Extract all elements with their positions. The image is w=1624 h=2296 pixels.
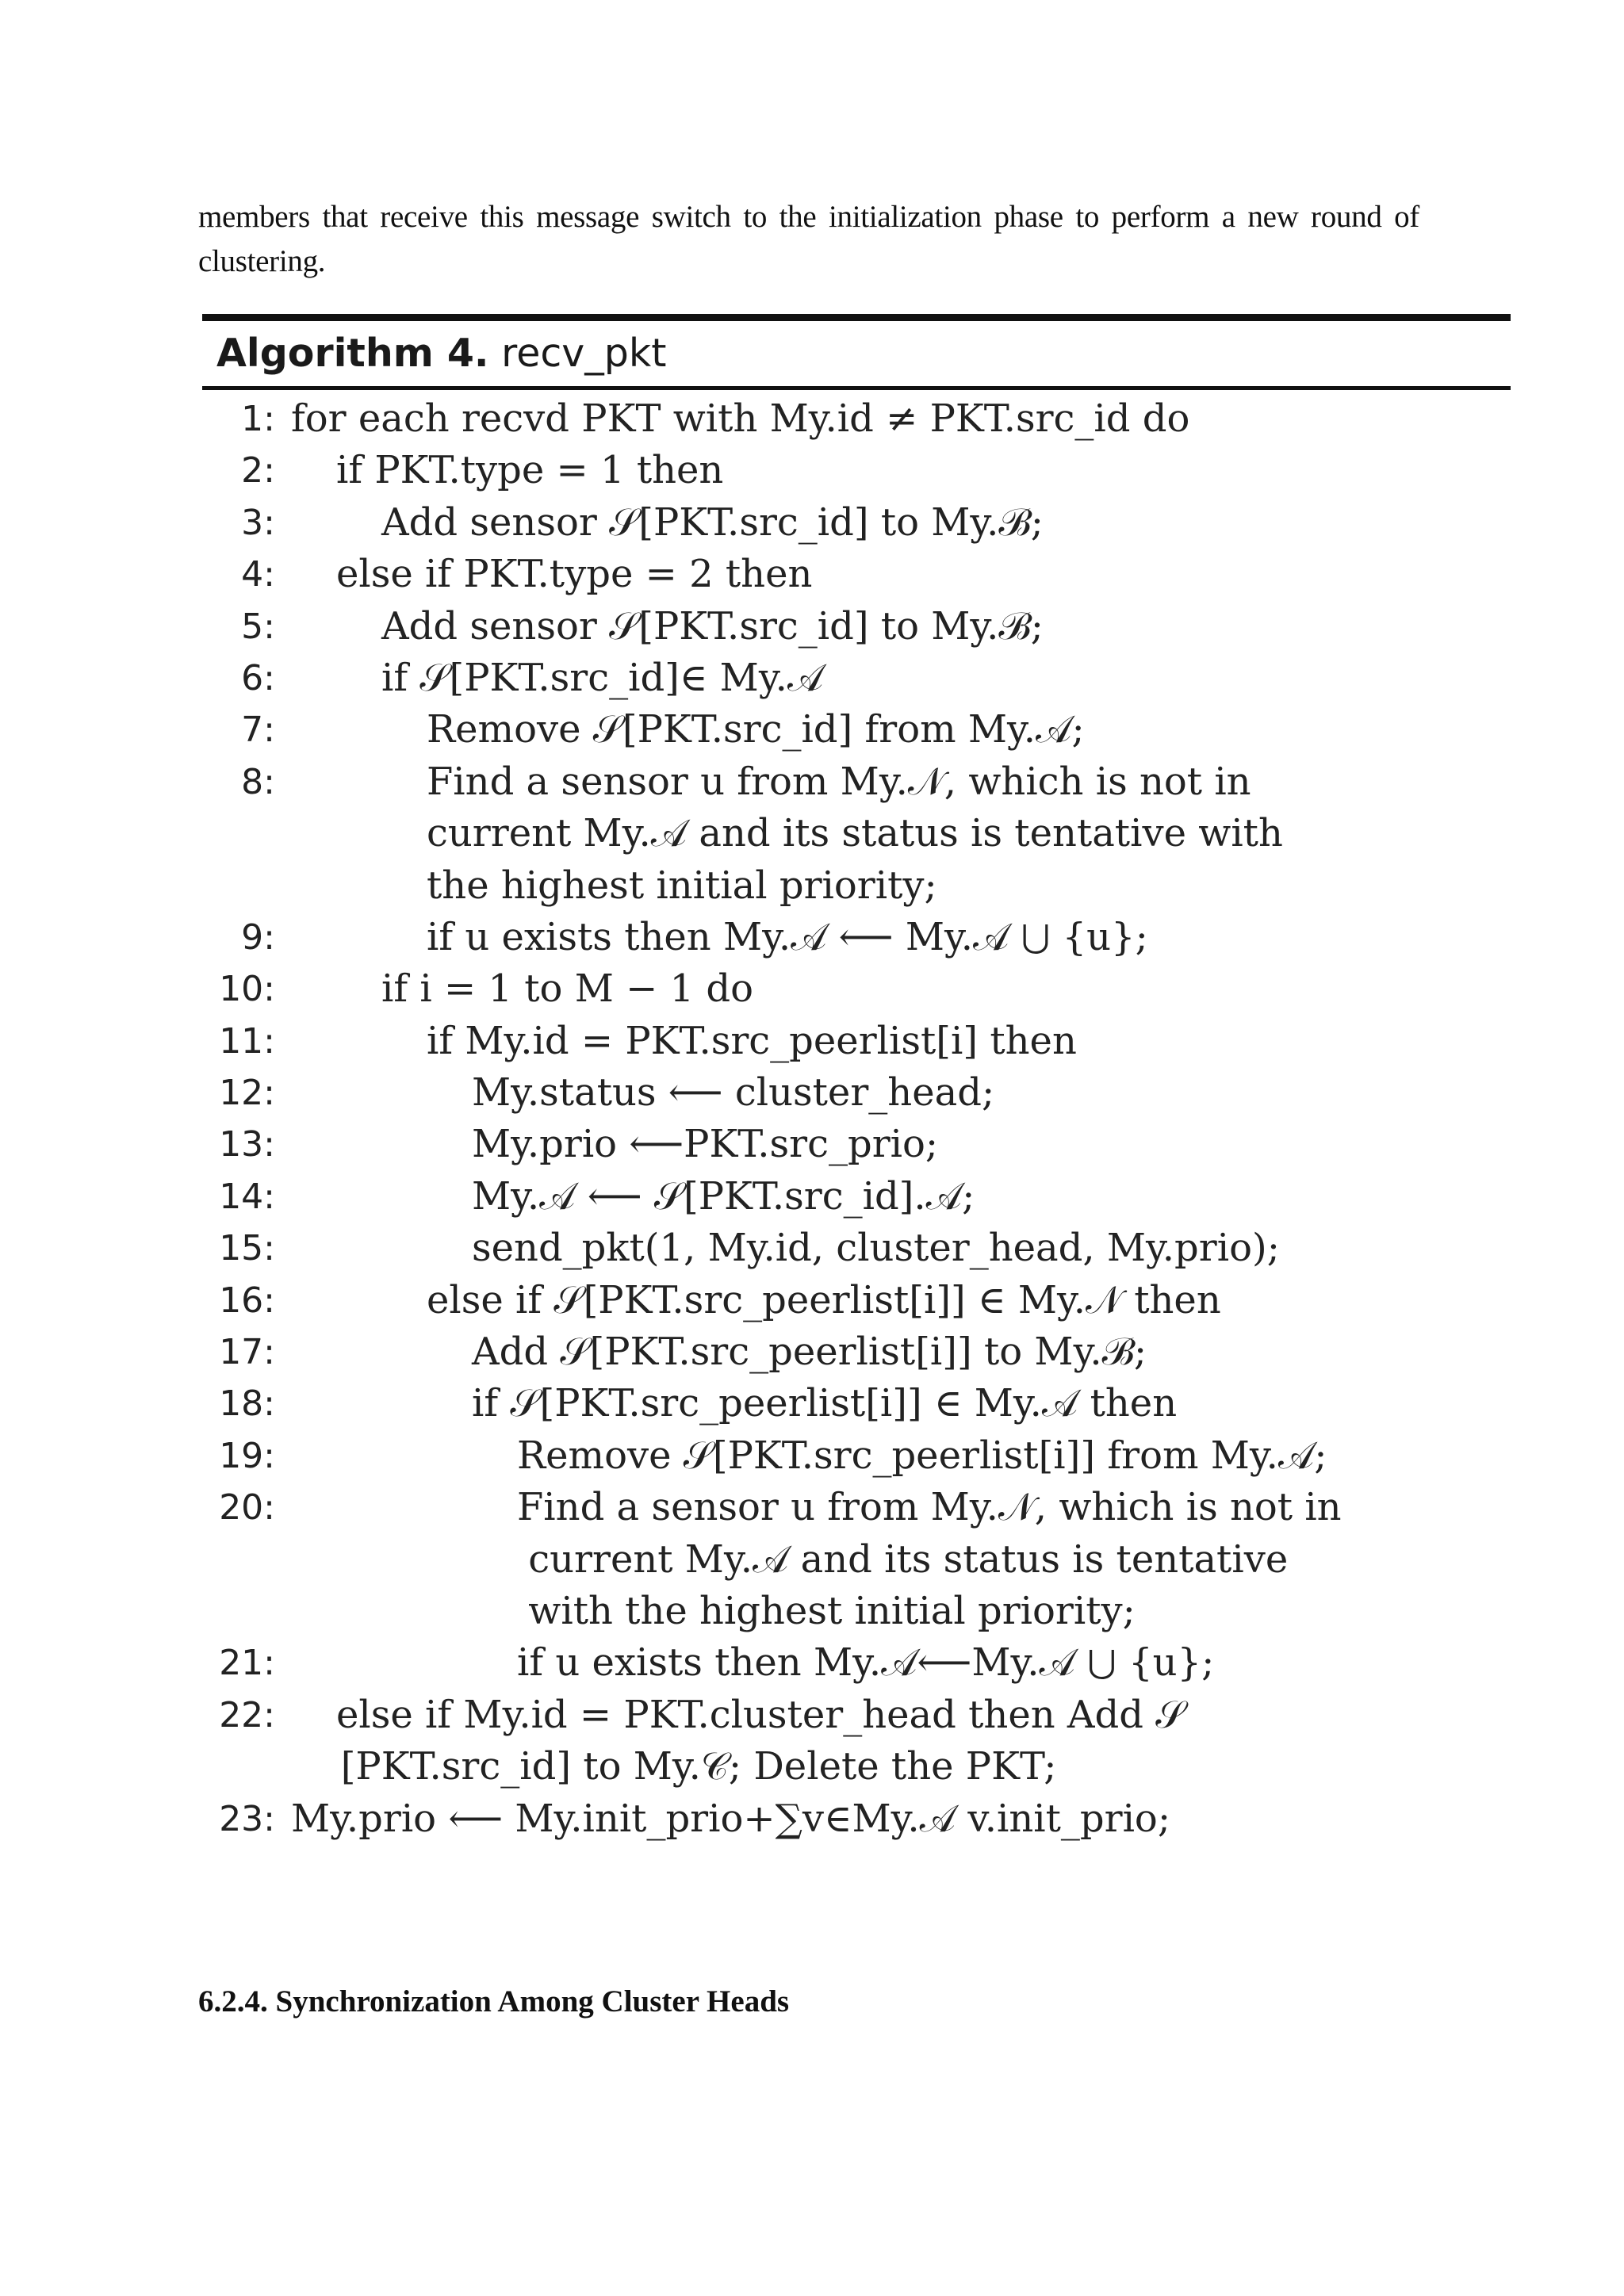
line-number: 1: bbox=[241, 399, 275, 439]
algorithm-line bbox=[202, 1534, 1511, 1586]
line-text: send_pkt(1, My.id, cluster_head, My.prio); bbox=[472, 1226, 1280, 1271]
line-text: if My.id = PKT.src_peerlist[i] then bbox=[427, 1018, 1077, 1063]
line-number: 14: bbox=[219, 1176, 275, 1217]
line-text: [PKT.src_id] to My.𝒞; Delete the PKT; bbox=[340, 1744, 1057, 1789]
line-text: if 𝒮[PKT.src_id]∈ My.𝒜 bbox=[381, 655, 824, 700]
algorithm-title-label: Algorithm 4. bbox=[216, 331, 489, 376]
line-number: 7: bbox=[241, 710, 275, 751]
algorithm-lines bbox=[202, 390, 1511, 1845]
line-number: 12: bbox=[219, 1073, 275, 1114]
line-number: 15: bbox=[219, 1228, 275, 1269]
line-text: Add sensor 𝒮[PKT.src_id] to My.ℬ; bbox=[381, 499, 1044, 545]
line-number: 9: bbox=[241, 916, 275, 958]
algorithm-line bbox=[202, 497, 1511, 549]
algorithm-line bbox=[202, 393, 1511, 445]
line-text: Remove 𝒮[PKT.src_peerlist[i]] from My.𝒜; bbox=[517, 1433, 1327, 1478]
line-number: 3: bbox=[241, 502, 275, 543]
intro-paragraph: members that receive this message switch to the initialization phase to perform a new round of clustering. bbox=[198, 200, 1419, 278]
algorithm-line bbox=[202, 1275, 1511, 1326]
line-number: 4: bbox=[241, 554, 275, 595]
algorithm-line bbox=[202, 1378, 1511, 1429]
line-text: if 𝒮[PKT.src_peerlist[i]] ∈ My.𝒜 then bbox=[472, 1381, 1178, 1426]
algorithm-line bbox=[202, 808, 1511, 859]
line-text: My.prio ⟵ My.init_prio+∑v∈My.𝒜 v.init_prio; bbox=[291, 1796, 1171, 1841]
line-text: Find a sensor u from My.𝒩, which is not in bbox=[517, 1485, 1342, 1530]
line-text: with the highest initial priority; bbox=[528, 1588, 1136, 1633]
line-number: 23: bbox=[219, 1798, 275, 1839]
algorithm-line bbox=[202, 1171, 1511, 1223]
algorithm-line bbox=[202, 1689, 1511, 1741]
line-number: 19: bbox=[219, 1435, 275, 1476]
line-text: else if PKT.type = 2 then bbox=[336, 552, 813, 597]
line-number: 5: bbox=[241, 606, 275, 647]
line-number: 20: bbox=[219, 1487, 275, 1529]
algorithm-line bbox=[202, 549, 1511, 600]
algorithm-line bbox=[202, 445, 1511, 496]
line-text: if u exists then My.𝒜 ⟵ My.𝒜 ⋃ {u}; bbox=[427, 914, 1148, 959]
line-number: 10: bbox=[219, 969, 275, 1010]
line-text: for each recvd PKT with My.id ≠ PKT.src_id do bbox=[291, 396, 1190, 441]
algorithm-line bbox=[202, 1119, 1511, 1170]
algorithm-line bbox=[202, 1067, 1511, 1119]
line-text: Find a sensor u from My.𝒩, which is not in bbox=[427, 759, 1251, 804]
algorithm-line bbox=[202, 1741, 1511, 1793]
line-number: 8: bbox=[241, 761, 275, 802]
line-text: if PKT.type = 1 then bbox=[336, 448, 724, 493]
algorithm-line bbox=[202, 963, 1511, 1015]
algorithm-line bbox=[202, 860, 1511, 912]
line-number: 16: bbox=[219, 1280, 275, 1321]
line-text: current My.𝒜 and its status is tentative with bbox=[427, 811, 1283, 856]
section-heading: 6.2.4. Synchronization Among Cluster Heads bbox=[198, 1984, 790, 2019]
algorithm-title-name: recv_pkt bbox=[501, 331, 667, 376]
line-text: else if 𝒮[PKT.src_peerlist[i]] ∈ My.𝒩 then bbox=[427, 1277, 1221, 1322]
line-number: 22: bbox=[219, 1694, 275, 1735]
algorithm-line bbox=[202, 1586, 1511, 1637]
algorithm-line bbox=[202, 756, 1511, 808]
line-text: Add sensor 𝒮[PKT.src_id] to My.ℬ; bbox=[381, 603, 1044, 649]
line-number: 6: bbox=[241, 657, 275, 698]
line-text: the highest initial priority; bbox=[427, 863, 937, 908]
line-text: Remove 𝒮[PKT.src_id] from My.𝒜; bbox=[427, 707, 1085, 752]
line-text: My.status ⟵ cluster_head; bbox=[472, 1070, 995, 1115]
algorithm-line bbox=[202, 704, 1511, 756]
line-number: 18: bbox=[219, 1383, 275, 1425]
line-number: 2: bbox=[241, 450, 275, 492]
line-number: 17: bbox=[219, 1332, 275, 1373]
algorithm-line bbox=[202, 1637, 1511, 1689]
line-number: 21: bbox=[219, 1643, 275, 1684]
line-number: 13: bbox=[219, 1124, 275, 1165]
line-text: else if My.id = PKT.cluster_head then Add 𝒮 bbox=[336, 1692, 1185, 1737]
line-number: 11: bbox=[219, 1020, 275, 1062]
line-text: if i = 1 to M − 1 do bbox=[381, 966, 754, 1012]
line-text: My.prio ⟵PKT.src_prio; bbox=[472, 1122, 939, 1167]
algorithm-line bbox=[202, 652, 1511, 704]
algorithm-line bbox=[202, 1430, 1511, 1482]
algorithm-top-rule bbox=[202, 314, 1511, 321]
algorithm-line bbox=[202, 1482, 1511, 1533]
algorithm-box bbox=[202, 314, 1511, 1845]
algorithm-line bbox=[202, 1793, 1511, 1845]
algorithm-line bbox=[202, 912, 1511, 963]
algorithm-title bbox=[202, 321, 1511, 386]
line-text: My.𝒜 ⟵ 𝒮[PKT.src_id].𝒜; bbox=[472, 1173, 975, 1219]
line-text: Add 𝒮[PKT.src_peerlist[i]] to My.ℬ; bbox=[472, 1330, 1147, 1375]
algorithm-line bbox=[202, 1326, 1511, 1378]
algorithm-line bbox=[202, 1223, 1511, 1274]
algorithm-line bbox=[202, 1016, 1511, 1067]
algorithm-line bbox=[202, 601, 1511, 652]
line-text: if u exists then My.𝒜⟵My.𝒜 ⋃ {u}; bbox=[517, 1640, 1215, 1686]
line-text: current My.𝒜 and its status is tentative bbox=[528, 1536, 1289, 1582]
